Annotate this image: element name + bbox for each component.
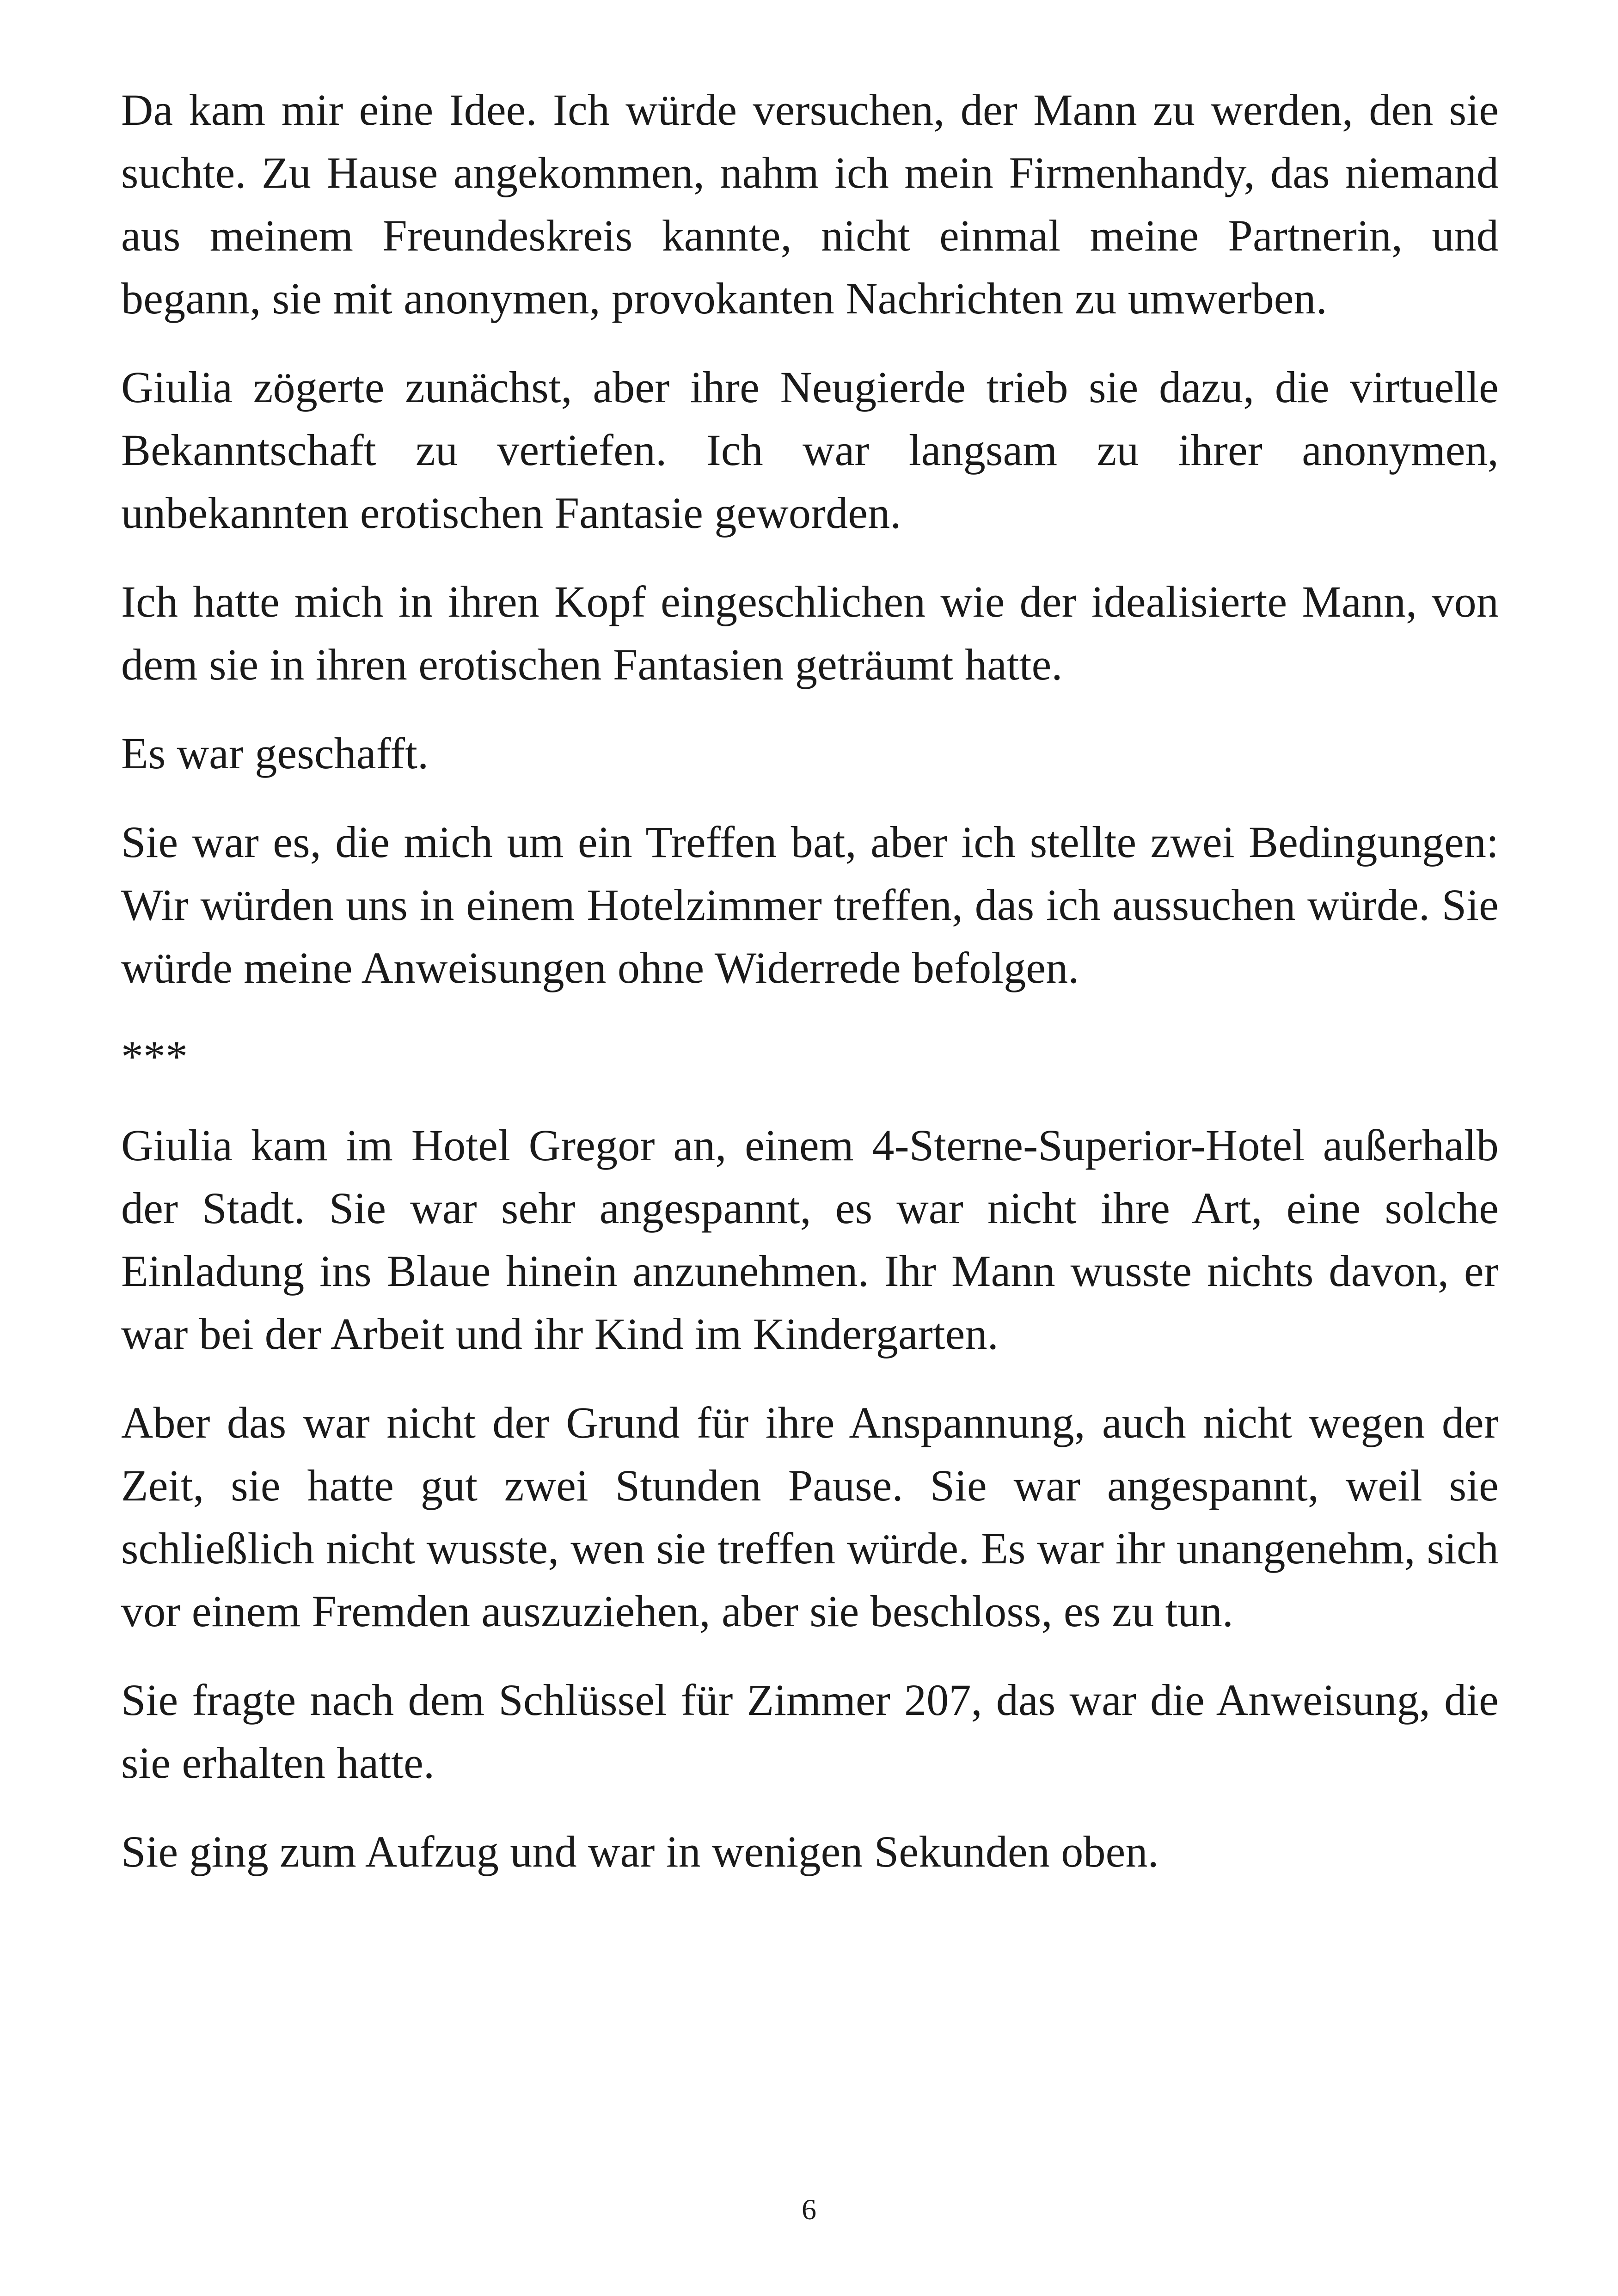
section-separator: *** — [121, 1032, 188, 1081]
paragraph-8: Sie fragte nach dem Schlüssel für Zimmer 207, das war die Anweisung, die sie erhalten hatte. — [121, 1675, 1499, 1788]
page-body — [121, 79, 1499, 1909]
paragraph-6: Giulia kam im Hotel Gregor an, einem 4-Sterne-Superior-Hotel außerhalb der Stadt. Sie war sehr angespannt, es war nicht ihre Art, eine solche Einladung ins Blaue hinein anzunehmen. Ihr Mann wusste nichts davon, er war bei der Arbeit und ihr Kind im Kindergarten. — [121, 1120, 1499, 1359]
paragraph-4: Es war geschafft. — [121, 729, 429, 778]
paragraph-9: Sie ging zum Aufzug und war in wenigen Sekunden oben. — [121, 1827, 1159, 1876]
paragraph-2: Giulia zögerte zunächst, aber ihre Neugierde trieb sie dazu, die virtuelle Bekanntschaft zu vertiefen. Ich war langsam zu ihrer anonymen, unbekannten erotischen Fantasie geworden. — [121, 362, 1499, 538]
page-number: 6 — [802, 2193, 816, 2226]
paragraph-1: Da kam mir eine Idee. Ich würde versuchen, der Mann zu werden, den sie suchte. Zu Hause angekommen, nahm ich mein Firmenhandy, das niemand aus meinem Freundeskreis kannte, nicht einmal meine Partnerin, und begann, sie mit anonymen, provokanten Nachrichten zu umwerben. — [121, 85, 1499, 323]
paragraph-3: Ich hatte mich in ihren Kopf eingeschlichen wie der idealisierte Mann, von dem sie in ihren erotischen Fantasien geträumt hatte. — [121, 577, 1499, 689]
paragraph-5: Sie war es, die mich um ein Treffen bat, aber ich stellte zwei Bedingungen: Wir würden uns in einem Hotelzimmer treffen, das ich aussuchen würde. Sie würde meine Anweisungen ohne Widerrede befolgen. — [121, 817, 1499, 992]
paragraph-7: Aber das war nicht der Grund für ihre Anspannung, auch nicht wegen der Zeit, sie hatte gut zwei Stunden Pause. Sie war angespannt, weil sie schließlich nicht wusste, wen sie treffen würde. Es war ihr unangenehm, sich vor einem Fremden auszuziehen, aber sie beschloss, es zu tun. — [121, 1398, 1499, 1636]
